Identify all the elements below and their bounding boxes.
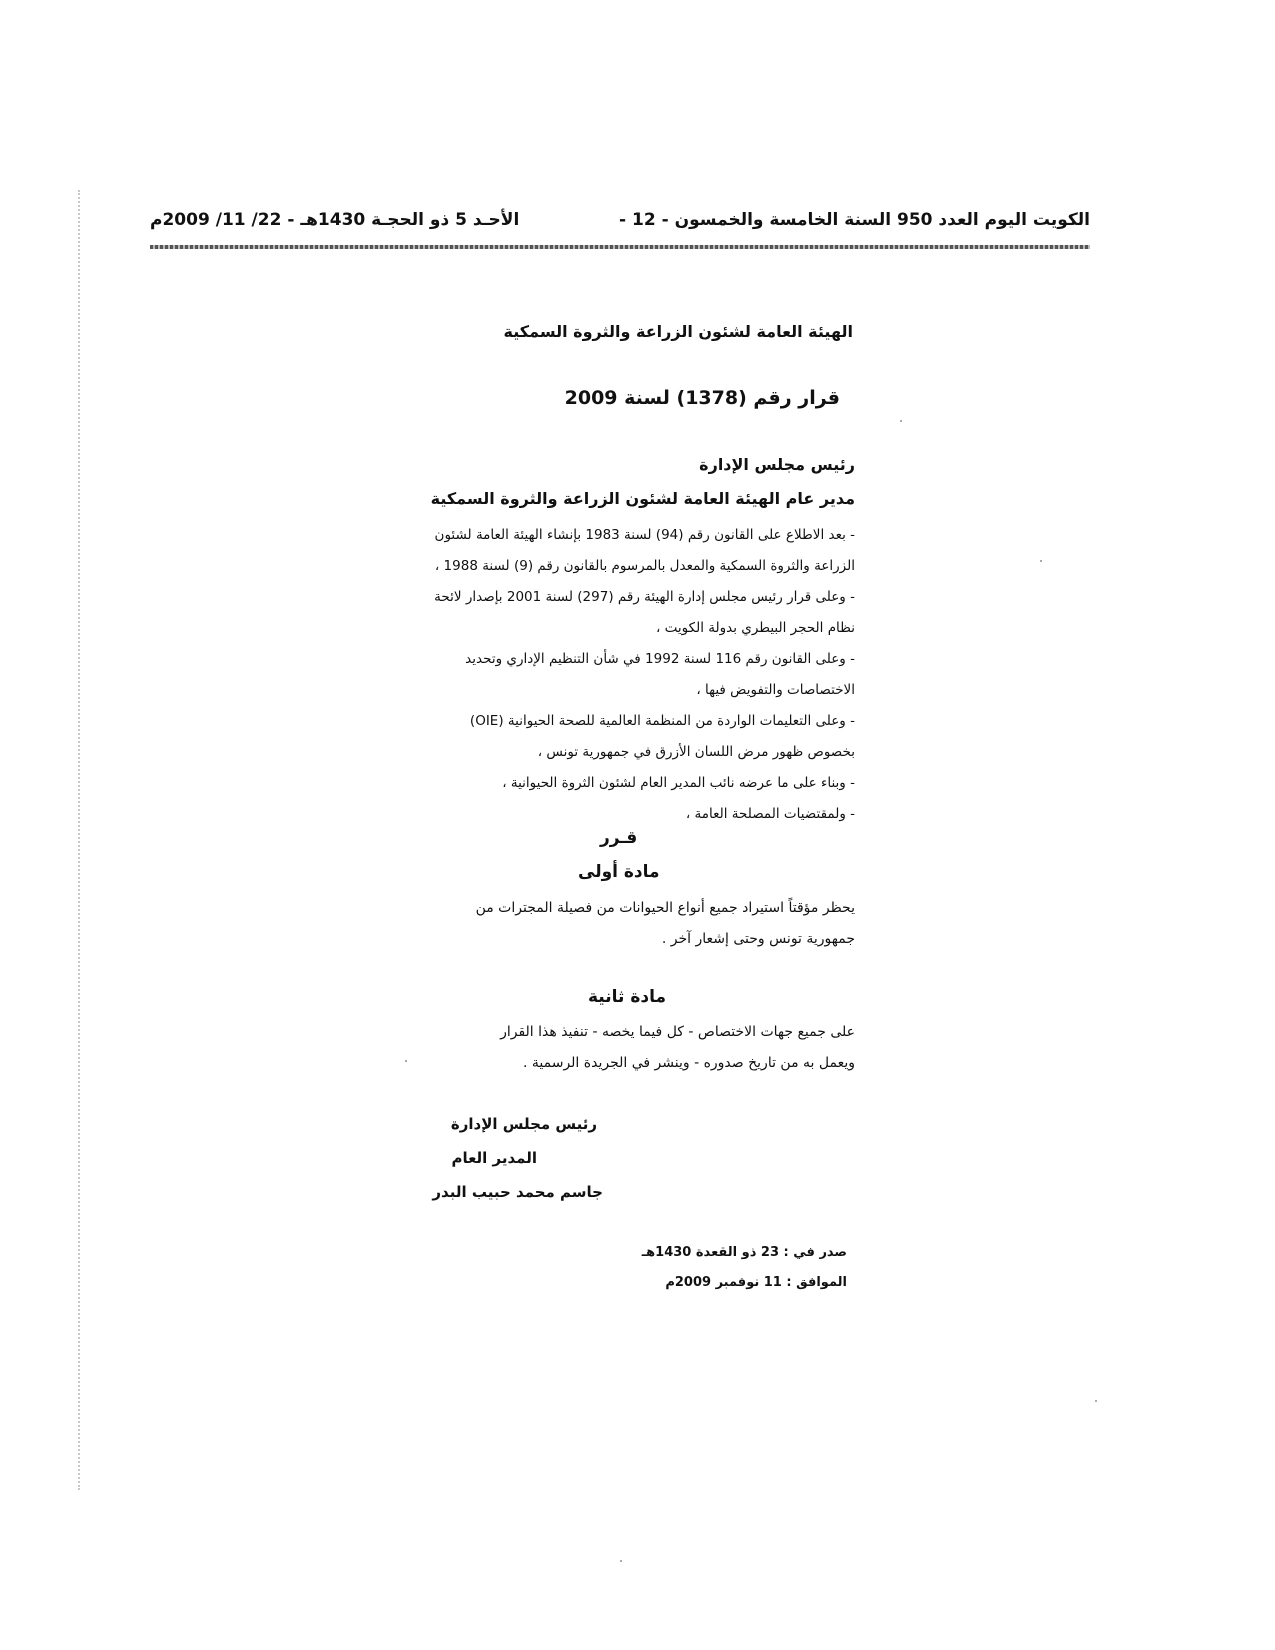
issue-date-hijri: صدر في : 23 ذو القعدة 1430هـ	[641, 1245, 847, 1260]
decree-title: قرار رقم (1378) لسنة 2009	[564, 387, 840, 409]
article-2-line: على جميع جهات الاختصاص - كل فيما يخصه - تنفيذ هذا القرار	[500, 1024, 855, 1040]
preamble-line: - ولمقتضيات المصلحة العامة ،	[685, 806, 855, 822]
preamble-line: - وعلى قرار رئيس مجلس إدارة الهيئة رقم (297) لسنة 2001 بإصدار لائحة	[434, 589, 855, 605]
preamble-line: - وعلى التعليمات الواردة من المنظمة العالمية للصحة الحيوانية (OIE)	[469, 713, 855, 729]
signature-title: رئيس مجلس الإدارة	[450, 1115, 597, 1133]
article-1-body	[425, 893, 855, 955]
scan-speck	[1040, 560, 1042, 562]
scan-speck	[620, 1560, 622, 1562]
preamble	[425, 520, 855, 830]
article-1-line: جمهورية تونس وحتى إشعار آخر .	[661, 931, 855, 947]
authority-name: الهيئة العامة لشئون الزراعة والثروة السمكية	[503, 322, 853, 341]
header-issue-info: الكويت اليوم العدد 950 السنة الخامسة والخمسون - 12 -	[619, 210, 1090, 230]
scan-speck	[405, 1060, 407, 1062]
preamble-line: الاختصاصات والتفويض فيها ،	[696, 682, 855, 698]
resolve-heading: قـرر	[600, 828, 638, 848]
preamble-line: - وعلى القانون رقم 116 لسنة 1992 في شأن التنظيم الإداري وتحديد	[465, 651, 855, 667]
scan-speck	[1095, 1400, 1097, 1402]
article-1-line: يحظر مؤقتاً استيراد جميع أنواع الحيوانات من فصيلة المجترات من	[475, 900, 855, 916]
article-1-heading: مادة أولى	[578, 862, 660, 882]
preamble-line: نظام الحجر البيطري بدولة الكويت ،	[656, 620, 855, 636]
preamble-line: الزراعة والثروة السمكية والمعدل بالمرسوم بالقانون رقم (9) لسنة 1988 ،	[434, 558, 855, 574]
header-divider	[150, 245, 1090, 249]
signature-position: المدير العام	[451, 1149, 537, 1167]
scan-edge-dots	[78, 190, 80, 1490]
signatory-name: جاسم محمد حبيب البدر	[432, 1183, 603, 1201]
preamble-line: - وبناء على ما عرضه نائب المدير العام لشئون الثروة الحيوانية ،	[502, 775, 855, 791]
issuer-position: مدير عام الهيئة العامة لشئون الزراعة والثروة السمكية	[430, 489, 855, 508]
header-date: الأحـد 5 ذو الحجـة 1430هـ - 22/ 11/ 2009م	[150, 210, 520, 230]
gazette-header	[150, 210, 1090, 240]
article-2-body	[425, 1017, 855, 1079]
preamble-line: - بعد الاطلاع على القانون رقم (94) لسنة 1983 بإنشاء الهيئة العامة لشئون	[434, 527, 855, 543]
article-2-line: ويعمل به من تاريخ صدوره - وينشر في الجريدة الرسمية .	[522, 1055, 855, 1071]
preamble-line: بخصوص ظهور مرض اللسان الأزرق في جمهورية تونس ،	[537, 744, 855, 760]
issuer-title: رئيس مجلس الإدارة	[699, 455, 855, 474]
issue-date-gregorian: الموافق : 11 نوفمبر 2009م	[665, 1275, 847, 1290]
scan-speck	[900, 420, 902, 422]
article-2-heading: مادة ثانية	[588, 987, 666, 1007]
